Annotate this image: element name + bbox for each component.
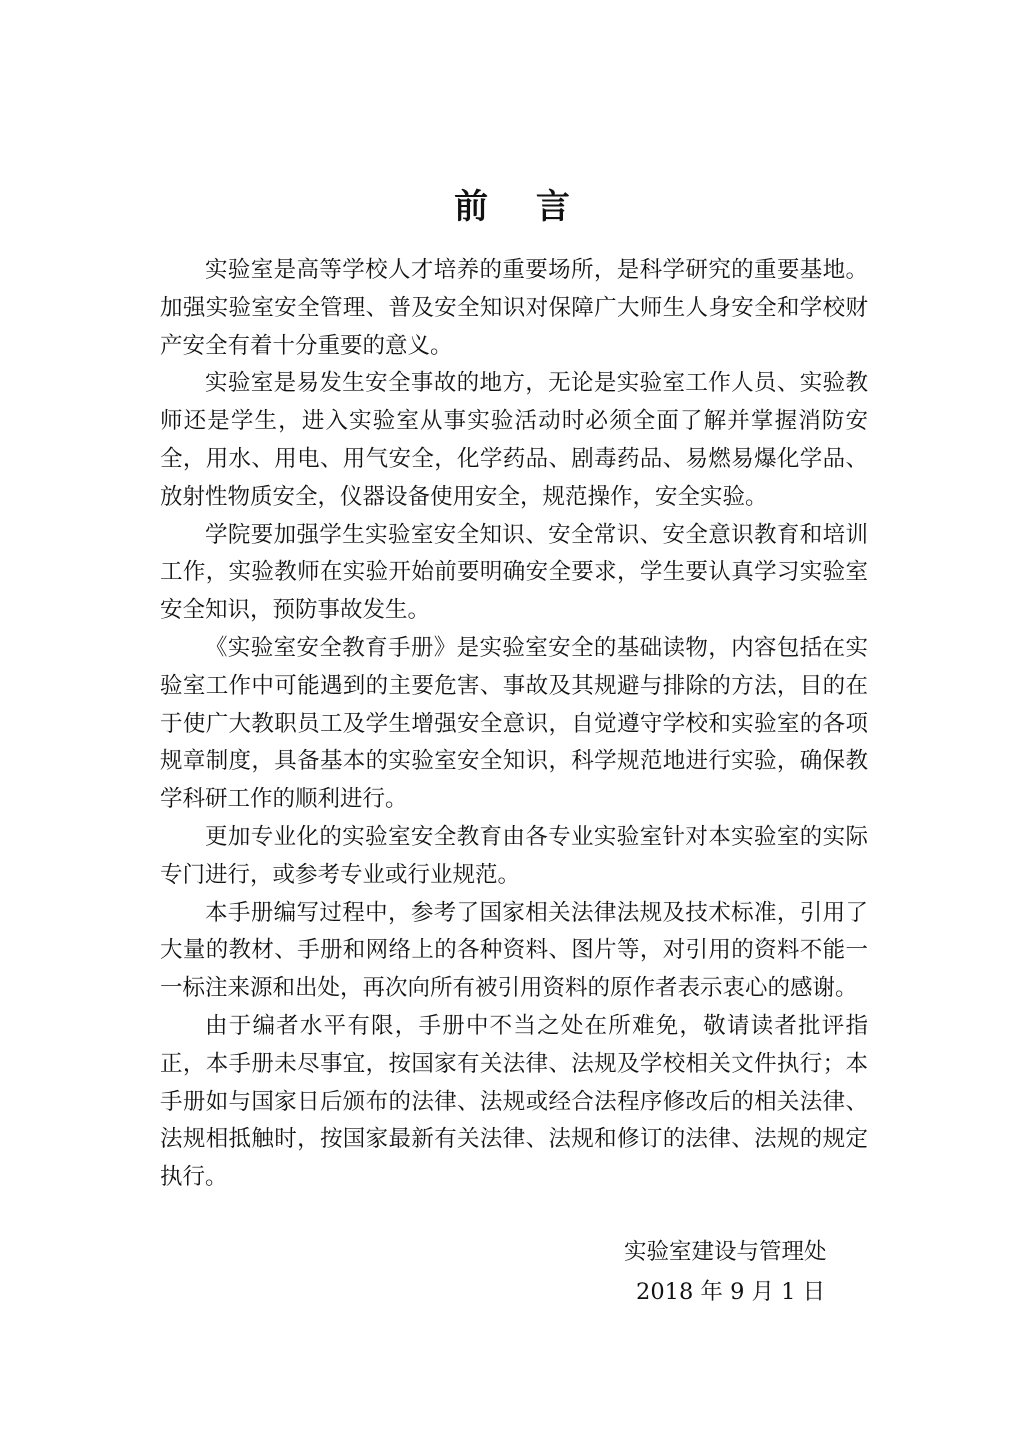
page-title: 前 言 — [454, 187, 588, 227]
signature-organization: 实验室建设与管理处 — [624, 1239, 827, 1265]
signature-date: 2018 年 9 月 1 日 — [636, 1279, 826, 1305]
paragraph-5: 更加专业化的实验室安全教育由各专业实验室针对本实验室的实际专门进行，或参考专业或行业规范。 — [160, 823, 868, 888]
paragraph-1: 实验室是高等学校人才培养的重要场所，是科学研究的重要基地。加强实验室安全管理、普及安全知识对保障广大师生人身安全和学校财产安全有着十分重要的意义。 — [160, 257, 868, 359]
paragraph-6: 本手册编写过程中，参考了国家相关法律法规及技术标准，引用了大量的教材、手册和网络上的各种资料、图片等，对引用的资料不能一一标注来源和出处，再次向所有被引用资料的原作者表示衷心的感谢。 — [160, 899, 868, 1002]
paragraph-7: 由于编者水平有限，手册中不当之处在所难免，敬请读者批评指正，本手册未尽事宜，按国家有关法律、法规及学校相关文件执行；本手册如与国家日后颁布的法律、法规或经合法程序修改后的相关法律、法规相抵触时，按国家最新有关法律、法规和修订的法律、法规的规定执行。 — [160, 1012, 868, 1191]
paragraph-3: 学院要加强学生实验室安全知识、安全常识、安全意识教育和培训工作，实验教师在实验开始前要明确安全要求，学生要认真学习实验室安全知识，预防事故发生。 — [160, 521, 868, 624]
paragraph-2: 实验室是易发生安全事故的地方，无论是实验室工作人员、实验教师还是学生，进入实验室从事实验活动时必须全面了解并掌握消防安全，用水、用电、用气安全，化学药品、剧毒药品、易燃易爆化学品、放射性物质安全，仪器设备使用安全，规范操作，安全实验。 — [160, 370, 868, 510]
paragraph-4: 《实验室安全教育手册》是实验室安全的基础读物，内容包括在实验室工作中可能遇到的主要危害、事故及其规避与排除的方法，目的在于使广大教职员工及学生增强安全意识，自觉遵守学校和实验室的各项规章制度，具备基本的实验室安全知识，科学规范地进行实验，确保教学科研工作的顺利进行。 — [160, 634, 868, 813]
preface-body — [160, 252, 868, 1197]
signature-block — [600, 1232, 860, 1312]
